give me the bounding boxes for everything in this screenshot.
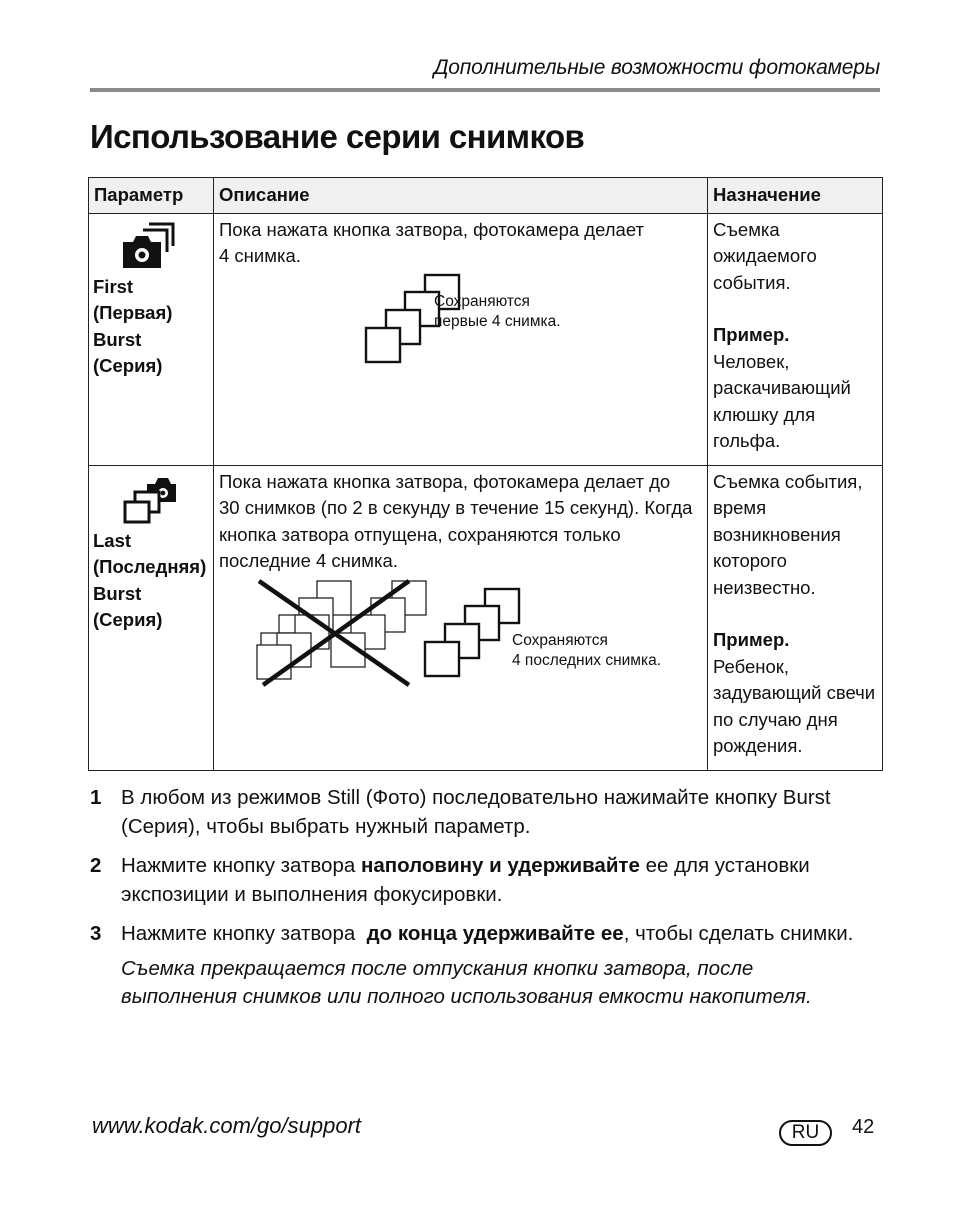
instruction-steps xyxy=(90,783,870,1021)
burst-last-icon xyxy=(121,472,177,526)
page-number: 42 xyxy=(852,1116,875,1138)
parameter-cell xyxy=(89,465,214,770)
mode-name: First (Первая) Burst (Серия) xyxy=(93,275,173,376)
burst-first-icon xyxy=(121,220,177,272)
step-text-before: Нажмите кнопку затвора xyxy=(121,922,367,945)
parameter-cell xyxy=(89,213,214,465)
last-burst-diagram xyxy=(219,575,699,687)
diagram-caption: Сохраняются первые 4 снимка. xyxy=(434,292,561,330)
column-header-purpose: Назначение xyxy=(708,178,883,214)
step-text-after: ее для установки экспозиции и выполнения фокусировки. xyxy=(121,854,810,906)
discarded-and-saved-frames-graphic xyxy=(219,575,539,687)
step-text: В любом из режимов Still (Фото) последовательно нажимайте кнопку Burst (Серия), чтобы выбрать нужный параметр. xyxy=(121,786,831,838)
purpose-text: Съемка ожидаемого события. xyxy=(713,218,817,293)
column-header-parameter: Параметр xyxy=(89,178,214,214)
step-text-before: Нажмите кнопку затвора xyxy=(121,854,361,877)
diagram-caption: Сохраняются 4 последних снимка. xyxy=(512,631,662,669)
step-item xyxy=(90,919,870,1011)
table-header-row xyxy=(89,178,883,214)
purpose-text: Съемка события, время возникновения которого неизвестно. xyxy=(713,470,863,598)
example-text: Ребенок, задувающий свечи по случаю дня рождения. xyxy=(713,655,876,756)
description-text: Пока нажата кнопка затвора, фотокамера делает до 30 снимков (по 2 в секунду в течение 15 секунд). Когда кнопка затвора отпущена, сохраняются только последние 4 снимка. xyxy=(219,470,693,571)
language-badge: RU xyxy=(779,1120,832,1146)
step-number: 2 xyxy=(90,854,102,877)
step-item xyxy=(90,851,870,909)
running-header: Дополнительные возможности фотокамеры xyxy=(433,56,880,79)
step-text-emphasis: до конца удерживайте ее xyxy=(366,922,624,945)
example-label: Пример. xyxy=(713,629,790,650)
description-cell xyxy=(214,465,708,770)
table-row-last-burst xyxy=(89,465,883,770)
column-header-description: Описание xyxy=(214,178,708,214)
first-burst-diagram xyxy=(219,270,699,380)
purpose-cell xyxy=(708,213,883,465)
step-item xyxy=(90,783,870,841)
description-cell xyxy=(214,213,708,465)
example-label: Пример. xyxy=(713,324,790,345)
table-row-first-burst xyxy=(89,213,883,465)
support-link[interactable]: www.kodak.com/go/support xyxy=(92,1113,362,1138)
step-text-emphasis: наполовину и удерживайте xyxy=(360,854,640,877)
step-number: 3 xyxy=(90,922,102,945)
step-number: 1 xyxy=(90,786,102,809)
mode-name: Last (Последняя) Burst (Серия) xyxy=(93,529,207,630)
page-title: Использование серии снимков xyxy=(90,118,585,155)
burst-modes-table xyxy=(88,177,883,771)
header-rule xyxy=(90,88,880,92)
step-text-after: , чтобы сделать снимки. xyxy=(623,922,854,945)
step-note: Съемка прекращается после отпускания кнопки затвора, после выполнения снимков или полного использования емкости накопителя. xyxy=(121,957,812,1008)
description-text: Пока нажата кнопка затвора, фотокамера делает 4 снимка. xyxy=(219,218,644,266)
purpose-cell xyxy=(708,465,883,770)
example-text: Человек, раскачивающий клюшку для гольфа. xyxy=(713,350,851,451)
